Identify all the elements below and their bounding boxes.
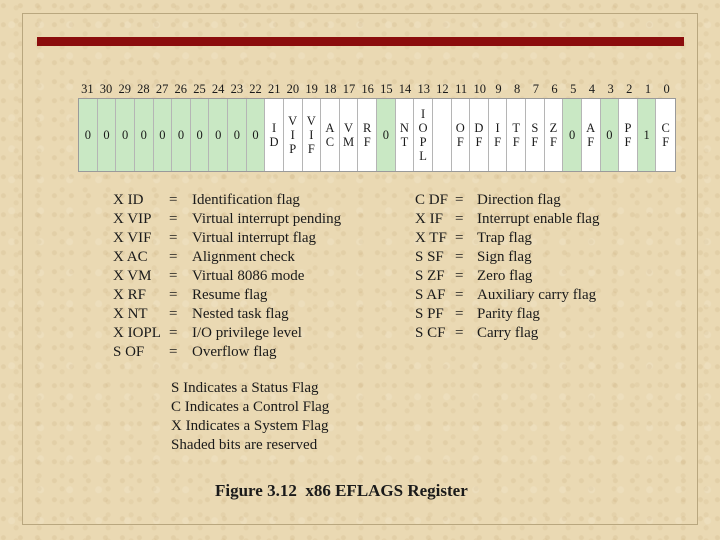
- bit-label: [456, 121, 465, 149]
- bit-label: [288, 114, 297, 156]
- legend-desc: Virtual 8086 mode: [192, 268, 305, 284]
- flag-bit-cell: [582, 99, 601, 171]
- legend-row: [113, 267, 341, 286]
- legend-eq: =: [455, 268, 464, 284]
- legend-desc: I/O privilege level: [192, 325, 302, 341]
- legend-desc: Auxiliary carry flag: [477, 287, 597, 303]
- bit-number: 28: [137, 82, 150, 96]
- legend-code: X RF: [113, 287, 146, 303]
- legend-eq: =: [169, 325, 178, 341]
- bit-label-char: N: [399, 121, 409, 135]
- legend-row: [113, 191, 341, 210]
- bit-label-char: F: [531, 135, 539, 149]
- bit-label: [494, 121, 501, 149]
- legend-eq: =: [169, 306, 178, 322]
- bit-number: 1: [644, 82, 652, 96]
- bit-label: [624, 121, 631, 149]
- title-rule: [37, 37, 684, 46]
- bit-label: [196, 128, 202, 142]
- legend-code: X ID: [113, 192, 144, 208]
- bit-label: [419, 107, 428, 163]
- bit-label-char: 0: [568, 128, 576, 142]
- bit-label-char: F: [494, 135, 502, 149]
- eflags-register: [78, 82, 676, 172]
- reserved-bit-cell: [209, 99, 228, 171]
- bit-label-char: A: [325, 121, 335, 135]
- legend-row: [415, 305, 599, 324]
- bit-label-char: 0: [159, 128, 166, 142]
- bit-number: 0: [663, 82, 670, 96]
- bit-number: 13: [417, 82, 430, 96]
- bit-number: 23: [230, 82, 244, 96]
- bit-number: 22: [249, 82, 262, 96]
- bit-label: [234, 128, 240, 142]
- bit-number: 30: [99, 82, 113, 96]
- bit-label-char: I: [271, 121, 277, 135]
- bit-label-char: D: [474, 121, 484, 135]
- bit-label-char: 0: [382, 128, 389, 142]
- bit-label: [307, 114, 316, 156]
- flag-bit-cell: [340, 99, 359, 171]
- flag-legend-left: [113, 191, 341, 362]
- bit-label-char: 0: [140, 128, 147, 142]
- legend-eq: =: [455, 306, 464, 322]
- legend-code: S SF: [415, 249, 444, 265]
- note-system: X Indicates a System Flag: [171, 418, 329, 434]
- bit-label-char: M: [343, 135, 355, 149]
- legend-desc: Nested task flag: [192, 306, 289, 322]
- legend-code: X IOPL: [113, 325, 161, 341]
- legend-desc: Resume flag: [192, 287, 268, 303]
- legend-desc: Direction flag: [477, 192, 561, 208]
- bit-label: [252, 128, 258, 142]
- legend-code: X IF: [415, 211, 443, 227]
- bit-number-row: [78, 82, 676, 98]
- bit-number: 26: [174, 82, 188, 96]
- bit-number: 18: [324, 82, 337, 96]
- legend-code: X NT: [113, 306, 148, 322]
- legend-row: [415, 267, 599, 286]
- flag-bit-cell: [414, 99, 433, 171]
- note-control: C Indicates a Control Flag: [171, 399, 330, 415]
- bit-label-char: P: [624, 121, 632, 135]
- legend-desc: Virtual interrupt flag: [192, 230, 317, 246]
- bit-label-char: 0: [84, 128, 91, 142]
- flag-bit-cell: [507, 99, 526, 171]
- legend-code: X TF: [415, 230, 447, 246]
- legend-desc: Overflow flag: [192, 344, 277, 360]
- bit-label-char: F: [475, 135, 483, 149]
- legend-code: S ZF: [415, 268, 445, 284]
- bit-label: [512, 121, 520, 149]
- bit-label-char: C: [661, 121, 670, 135]
- bit-number: 8: [514, 82, 521, 96]
- bit-label-char: 0: [177, 128, 185, 142]
- reserved-bit-cell: [601, 99, 620, 171]
- reserved-bit-cell: [563, 99, 582, 171]
- legend-eq: =: [455, 325, 464, 341]
- legend-row: [415, 229, 599, 248]
- bit-label: [586, 121, 595, 149]
- legend-code: C DF: [415, 192, 448, 208]
- bit-label-char: 0: [103, 128, 110, 142]
- legend-row: [113, 286, 341, 305]
- legend-code: X VIP: [113, 211, 152, 227]
- legend-eq: =: [455, 192, 464, 208]
- legend-desc: Alignment check: [192, 249, 295, 265]
- bit-label-char: P: [289, 142, 297, 156]
- bit-label-char: F: [549, 135, 557, 149]
- bit-number: 20: [286, 82, 300, 96]
- bit-number: 21: [267, 82, 281, 96]
- bit-number: 24: [211, 82, 225, 96]
- bit-label: [122, 128, 128, 142]
- bit-label-char: R: [363, 121, 372, 135]
- bit-label: [383, 128, 389, 142]
- note-reserved: Shaded bits are reserved: [171, 437, 318, 453]
- bit-label-char: S: [531, 121, 539, 135]
- bit-label-char: F: [624, 135, 632, 149]
- bit-label: [343, 121, 354, 149]
- flag-bit-cell: [470, 99, 489, 171]
- bit-cell-row: [78, 98, 676, 172]
- flag-bit-cell: [303, 99, 322, 171]
- bit-label-char: F: [363, 135, 371, 149]
- bit-number: 29: [118, 82, 131, 96]
- bit-number: 14: [398, 82, 412, 96]
- legend-desc: Virtual interrupt pending: [192, 211, 342, 227]
- legend-eq: =: [455, 249, 464, 265]
- legend-eq: =: [169, 249, 178, 265]
- flag-bit-cell: [265, 99, 284, 171]
- legend-desc: Carry flag: [477, 325, 539, 341]
- bit-label: [531, 121, 538, 149]
- bit-number: 6: [551, 82, 558, 96]
- bit-number: 15: [380, 82, 393, 96]
- legend-desc: Zero flag: [477, 268, 533, 284]
- bit-label-char: I: [309, 128, 314, 142]
- legend-row: [113, 210, 341, 229]
- legend-code: S CF: [415, 325, 446, 341]
- flag-bit-cell: [489, 99, 508, 171]
- bit-label: [606, 128, 612, 142]
- bit-label-char: L: [419, 149, 427, 163]
- bit-label: [662, 121, 670, 149]
- bit-label: [141, 128, 147, 142]
- bit-label-char: 0: [252, 128, 259, 142]
- legend-desc: Parity flag: [477, 306, 540, 322]
- legend-desc: Interrupt enable flag: [477, 211, 600, 227]
- bit-label-char: 1: [643, 128, 650, 142]
- reserved-bit-cell: [638, 99, 657, 171]
- bit-label-char: F: [456, 135, 464, 149]
- bit-number: 11: [455, 82, 468, 96]
- legend-code: X VM: [113, 268, 152, 284]
- bit-label: [270, 121, 279, 149]
- bit-label-char: F: [587, 135, 595, 149]
- flag-bit-cell: [452, 99, 471, 171]
- bit-number: 12: [436, 82, 449, 96]
- reserved-bit-cell: [154, 99, 173, 171]
- reserved-bit-cell: [98, 99, 117, 171]
- bit-label-char: 0: [196, 128, 203, 142]
- legend-code: S AF: [415, 287, 446, 303]
- bit-label-char: A: [586, 121, 596, 135]
- flag-bit-cell: [396, 99, 415, 171]
- legend-row: [113, 305, 341, 324]
- bit-label: [550, 121, 558, 149]
- bit-label: [569, 128, 575, 142]
- bit-number: 16: [361, 82, 374, 96]
- bit-label-char: 0: [121, 128, 129, 142]
- bit-label-char: Z: [549, 121, 558, 135]
- bit-label-char: 0: [233, 128, 240, 142]
- legend-row: [415, 210, 599, 229]
- legend-notes: [171, 379, 329, 455]
- bit-label: [400, 121, 409, 149]
- legend-eq: =: [169, 230, 178, 246]
- legend-eq: =: [169, 192, 178, 208]
- bit-number: 10: [473, 82, 487, 96]
- bit-label-char: F: [307, 142, 315, 156]
- flag-legend-right: [415, 191, 599, 343]
- flag-bit-cell: [656, 99, 675, 171]
- reserved-bit-cell: [191, 99, 210, 171]
- bit-label: [325, 121, 334, 149]
- reserved-bit-cell: [79, 99, 98, 171]
- bit-label: [643, 128, 649, 142]
- legend-row: [113, 324, 341, 343]
- legend-row: [113, 343, 341, 362]
- reserved-bit-cell: [172, 99, 191, 171]
- flag-bit-cell: [284, 99, 303, 171]
- legend-eq: =: [169, 211, 178, 227]
- bit-label-char: V: [344, 121, 354, 135]
- reserved-bit-cell: [228, 99, 247, 171]
- bit-label-char: T: [512, 121, 520, 135]
- legend-desc: Sign flag: [477, 249, 532, 265]
- reserved-bit-cell: [247, 99, 266, 171]
- bit-number: 7: [532, 82, 539, 96]
- bit-label: [159, 128, 165, 142]
- flag-bit-cell: [321, 99, 340, 171]
- bit-label-char: 0: [215, 128, 222, 142]
- legend-eq: =: [455, 211, 464, 227]
- legend-row: [113, 229, 341, 248]
- bit-label-char: F: [662, 135, 670, 149]
- reserved-bit-cell: [377, 99, 396, 171]
- bit-label: [85, 128, 91, 142]
- legend-code: X AC: [113, 249, 148, 265]
- bit-label: [178, 128, 184, 142]
- flag-bit-cell: [433, 99, 452, 171]
- bit-label-char: D: [269, 135, 279, 149]
- bit-label-char: T: [400, 135, 409, 149]
- bit-label: [363, 121, 371, 149]
- bit-label-char: I: [495, 121, 500, 135]
- legend-row: [113, 248, 341, 267]
- bit-number: 27: [155, 82, 169, 96]
- bit-label-char: V: [288, 114, 298, 128]
- flag-bit-cell: [526, 99, 545, 171]
- legend-eq: =: [169, 287, 178, 303]
- legend-code: X VIF: [113, 230, 152, 246]
- bit-label-char: I: [290, 128, 295, 142]
- bit-label-char: V: [306, 114, 316, 128]
- bit-label: [103, 128, 109, 142]
- legend-row: [415, 286, 599, 305]
- bit-number: 3: [607, 82, 614, 96]
- bit-number: 17: [342, 82, 356, 96]
- bit-label-char: C: [325, 135, 335, 149]
- legend-desc: Identification flag: [192, 192, 300, 208]
- bit-label-char: I: [420, 107, 426, 121]
- flag-bit-cell: [545, 99, 564, 171]
- bit-number: 19: [305, 82, 318, 96]
- bit-label: [474, 121, 483, 149]
- note-status: S Indicates a Status Flag: [171, 380, 319, 396]
- bit-number: 9: [495, 82, 502, 96]
- legend-eq: =: [169, 268, 178, 284]
- reserved-bit-cell: [116, 99, 135, 171]
- bit-label-char: O: [455, 121, 465, 135]
- legend-code: S PF: [415, 306, 444, 322]
- figure-caption: Figure 3.12 x86 EFLAGS Register: [215, 481, 468, 500]
- bit-label-char: 0: [606, 128, 613, 142]
- bit-number: 2: [626, 82, 633, 96]
- bit-label: [215, 128, 221, 142]
- legend-code: S OF: [113, 344, 145, 360]
- legend-eq: =: [455, 230, 464, 246]
- legend-row: [415, 191, 599, 210]
- bit-number: 31: [81, 82, 94, 96]
- flag-bit-cell: [619, 99, 638, 171]
- legend-desc: Trap flag: [477, 230, 532, 246]
- bit-number: 5: [570, 82, 577, 96]
- flag-bit-cell: [358, 99, 377, 171]
- bit-label-char: O: [418, 121, 428, 135]
- bit-number: 4: [588, 82, 596, 96]
- legend-eq: =: [455, 287, 464, 303]
- bit-label-char: P: [419, 135, 427, 149]
- bit-number: 25: [193, 82, 206, 96]
- legend-eq: =: [169, 344, 178, 360]
- reserved-bit-cell: [135, 99, 154, 171]
- legend-row: [415, 248, 599, 267]
- bit-label-char: F: [512, 135, 520, 149]
- legend-row: [415, 324, 599, 343]
